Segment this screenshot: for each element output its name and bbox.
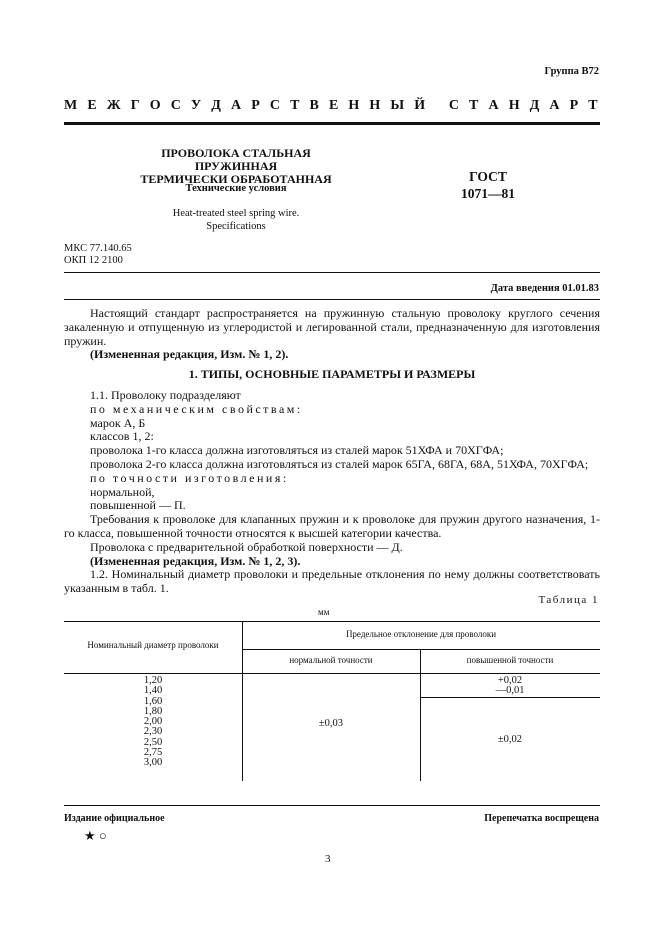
english-title-line-1: Heat-treated steel spring wire. — [172, 208, 300, 219]
increased-tolerance-top — [420, 676, 600, 697]
banner-letter: Н — [369, 98, 381, 113]
thin-rule — [64, 299, 600, 300]
intro-edit-note: (Измененная редакция, Изм. № 1, 2). — [90, 347, 289, 362]
banner-letter: Р — [251, 98, 260, 113]
header-diameter: Номинальный диаметр проволоки — [87, 640, 219, 650]
reprint-notice: Перепечатка воспрещена — [484, 813, 599, 824]
normal-line: нормальной, — [90, 484, 155, 499]
english-title-line-2: Specifications — [206, 221, 266, 232]
banner-letter: В — [309, 98, 319, 113]
banner-letter: Ж — [106, 98, 121, 113]
banner-letter: Й — [414, 98, 426, 113]
table-split-line — [420, 697, 600, 698]
banner-letter: С — [170, 98, 181, 113]
banner-letter: А — [488, 98, 499, 113]
class-2-line: проволока 2-го класса должна изготовляться из сталей марок 65ГА, 68ГА, 68А, 51ХФА, 70ХГФА; — [90, 456, 589, 471]
edit-note-2: (Измененная редакция, Изм. № 1, 2, 3). — [90, 553, 301, 568]
banner-letter: Е — [87, 98, 97, 113]
diameter-row: 2,00 — [143, 716, 163, 728]
banner-letter: С — [269, 98, 281, 113]
star-circle-marks: ★ ○ — [84, 828, 107, 843]
official-edition: Издание официальное — [64, 813, 165, 824]
banner-letter: Г — [130, 98, 140, 113]
gost-label: ГОСТ — [469, 169, 507, 184]
increased-tolerance-rest: ±0,02 — [497, 734, 523, 745]
banner-letter: Т — [588, 98, 598, 113]
diameter-row: 3,00 — [143, 757, 163, 769]
banner-letter: М — [64, 98, 78, 113]
banner-letter — [435, 98, 439, 114]
banner-letter: Е — [328, 98, 339, 113]
banner-letter: Н — [348, 98, 360, 113]
diameter-row: 1,60 — [143, 695, 163, 707]
banner-letter: Т — [469, 98, 479, 113]
class-1-line: проволока 1-го класса должна изготовляться из сталей марок 51ХФА и 70ХГФА; — [90, 443, 504, 458]
standard-banner — [64, 98, 598, 114]
diameter-row: 1,40 — [143, 685, 163, 697]
pre-treatment-line: Проволока с предварительной обработкой поверхности — Д. — [90, 539, 403, 554]
banner-letter: Д — [211, 98, 221, 113]
table-label: Таблица 1 — [538, 594, 599, 606]
banner-letter: Р — [569, 98, 579, 113]
date-label: Дата введения — [490, 283, 560, 294]
diameter-list — [64, 676, 242, 769]
english-title — [120, 207, 352, 233]
diameter-row: 1,20 — [143, 675, 163, 686]
clause-1-2: 1.2. Номинальный диаметр проволоки и предельные отклонения по нему должны соответствовать указанным в табл. 1. — [64, 567, 600, 596]
by-accuracy: по точности изготовления: — [90, 470, 289, 485]
increased-minus: —0,01 — [495, 685, 525, 697]
banner-letter: Т — [290, 98, 300, 113]
okp-code: ОКП 12 2100 — [64, 254, 123, 266]
classification-codes — [64, 243, 132, 266]
title-line-1: ПРОВОЛОКА СТАЛЬНАЯ ПРУЖИННАЯ — [161, 146, 311, 173]
diameter-row: 2,50 — [143, 736, 163, 748]
date-value: 01.01.83 — [562, 283, 599, 294]
banner-letter: О — [149, 98, 161, 113]
intro-text: Настоящий стандарт распространяется на пружинную стальную проволоку круглого сечения закаленную и отпущенную из углеродистой и легированной стали, предназначенную для изготовления пружин. — [64, 306, 600, 348]
thick-rule — [64, 122, 600, 125]
mks-code: МКС 77.140.65 — [64, 243, 132, 254]
table-header-bottom-line — [64, 673, 600, 674]
page-number: 3 — [325, 853, 331, 865]
grades-line: марок А, Б — [90, 415, 146, 430]
section-1-body — [64, 389, 600, 596]
banner-letter: С — [448, 98, 459, 113]
document-subtitle: Технические условия — [185, 183, 287, 194]
increased-line: повышенной — П. — [90, 498, 186, 513]
by-mechanical-properties: по механическим свойствам: — [90, 401, 303, 416]
increased-plus: +0,02 — [497, 675, 523, 686]
section-1-heading — [64, 368, 600, 382]
banner-letter: Д — [529, 98, 540, 113]
diameter-row: 1,80 — [143, 705, 163, 717]
table-vline-1 — [242, 621, 243, 781]
intro-paragraph — [64, 307, 600, 362]
group-code: Группа В72 — [544, 66, 599, 77]
gost-designation — [448, 168, 528, 202]
normal-tolerance: ±0,03 — [318, 718, 344, 729]
table-top-line — [64, 621, 600, 622]
banner-letter: Н — [508, 98, 520, 113]
requirements-paragraph: Требования к проволоке для клапанных пружин и к проволоке для пружин другого назначения, 1-го класса, повышенной точности относятся к высшей категории качества. — [64, 512, 600, 540]
header-deviation: Предельное отклонение для проволоки — [345, 629, 497, 639]
tolerance-table — [64, 621, 600, 781]
thin-rule — [64, 272, 600, 273]
introduction-date — [491, 283, 599, 294]
clause-1-1: 1.1. Проволоку подразделяют — [90, 388, 241, 402]
diameter-row: 2,75 — [143, 747, 163, 759]
footer-rule — [64, 805, 600, 806]
section-title: 1. ТИПЫ, ОСНОВНЫЕ ПАРАМЕТРЫ И РАЗМЕРЫ — [188, 367, 476, 381]
banner-letter: А — [231, 98, 242, 113]
diameter-row: 2,30 — [143, 726, 163, 738]
banner-letter: У — [190, 98, 202, 113]
document-title — [120, 147, 352, 186]
header-increased: повышенной точности — [466, 655, 554, 665]
table-unit: мм — [318, 607, 330, 617]
table-subheader-line — [242, 649, 600, 650]
header-normal: нормальной точности — [289, 655, 373, 665]
table-vline-2 — [420, 649, 421, 781]
title-line-2: ТЕРМИЧЕСКИ ОБРАБОТАННАЯ — [140, 172, 332, 186]
banner-letter: А — [549, 98, 560, 113]
gost-number: 1071—81 — [461, 186, 515, 201]
banner-letter: Ы — [390, 98, 405, 113]
classes-line: классов 1, 2: — [90, 429, 154, 444]
